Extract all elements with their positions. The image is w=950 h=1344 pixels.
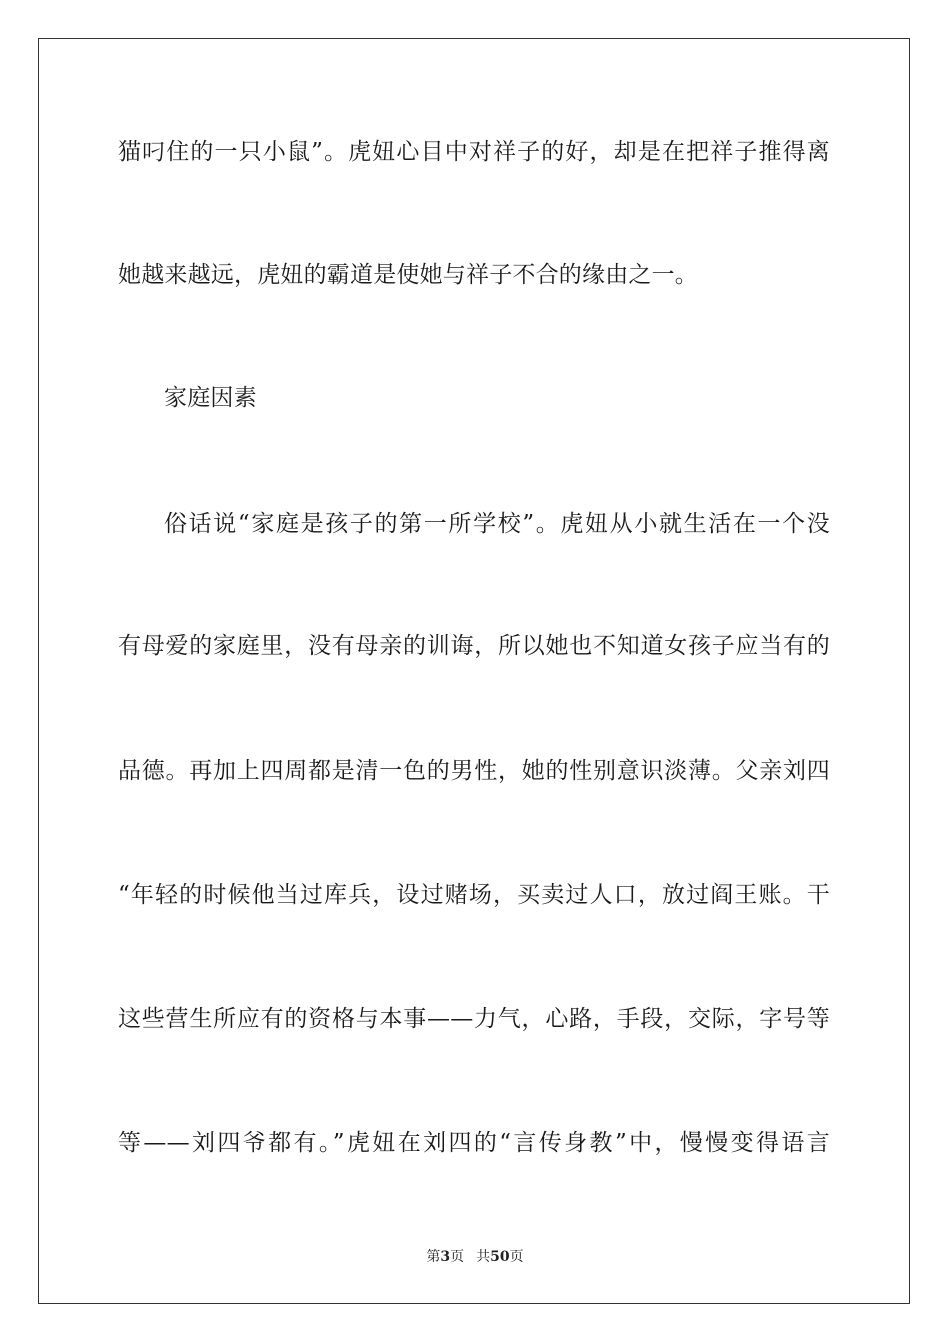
total-pages: 50 bbox=[490, 1249, 510, 1265]
body-text-line-1: 猫叼住的一只小鼠”。虎妞心目中对祥子的好，却是在把祥子推得离 bbox=[118, 139, 830, 165]
page-prefix: 第 bbox=[426, 1249, 441, 1265]
body-text-line-2: 她越来越远，虎妞的霸道是使她与祥子不合的缘由之一。 bbox=[118, 262, 698, 288]
page-suffix: 页 bbox=[450, 1249, 465, 1265]
total-suffix: 页 bbox=[509, 1249, 524, 1265]
total-prefix: 共 bbox=[476, 1249, 491, 1265]
page-border bbox=[38, 38, 910, 1304]
body-text-line-6: “年轻的时候他当过库兵，设过赌场，买卖过人口，放过阎王账。干 bbox=[118, 882, 830, 908]
page-footer bbox=[0, 1247, 950, 1267]
body-text-line-4: 有母爱的家庭里，没有母亲的训诲，所以她也不知道女孩子应当有的 bbox=[118, 633, 830, 659]
body-text-line-3: 俗话说“家庭是孩子的第一所学校”。虎妞从小就生活在一个没 bbox=[164, 511, 830, 537]
page-number: 3 bbox=[440, 1249, 451, 1265]
body-text-line-5: 品德。再加上四周都是清一色的男性，她的性别意识淡薄。父亲刘四 bbox=[118, 758, 830, 784]
body-text-line-7: 这些营生所应有的资格与本事——力气，心路，手段，交际，字号等 bbox=[118, 1006, 830, 1032]
section-heading: 家庭因素 bbox=[164, 385, 257, 411]
body-text-line-8: 等——刘四爷都有。”虎妞在刘四的“言传身教”中，慢慢变得语言 bbox=[118, 1130, 830, 1156]
